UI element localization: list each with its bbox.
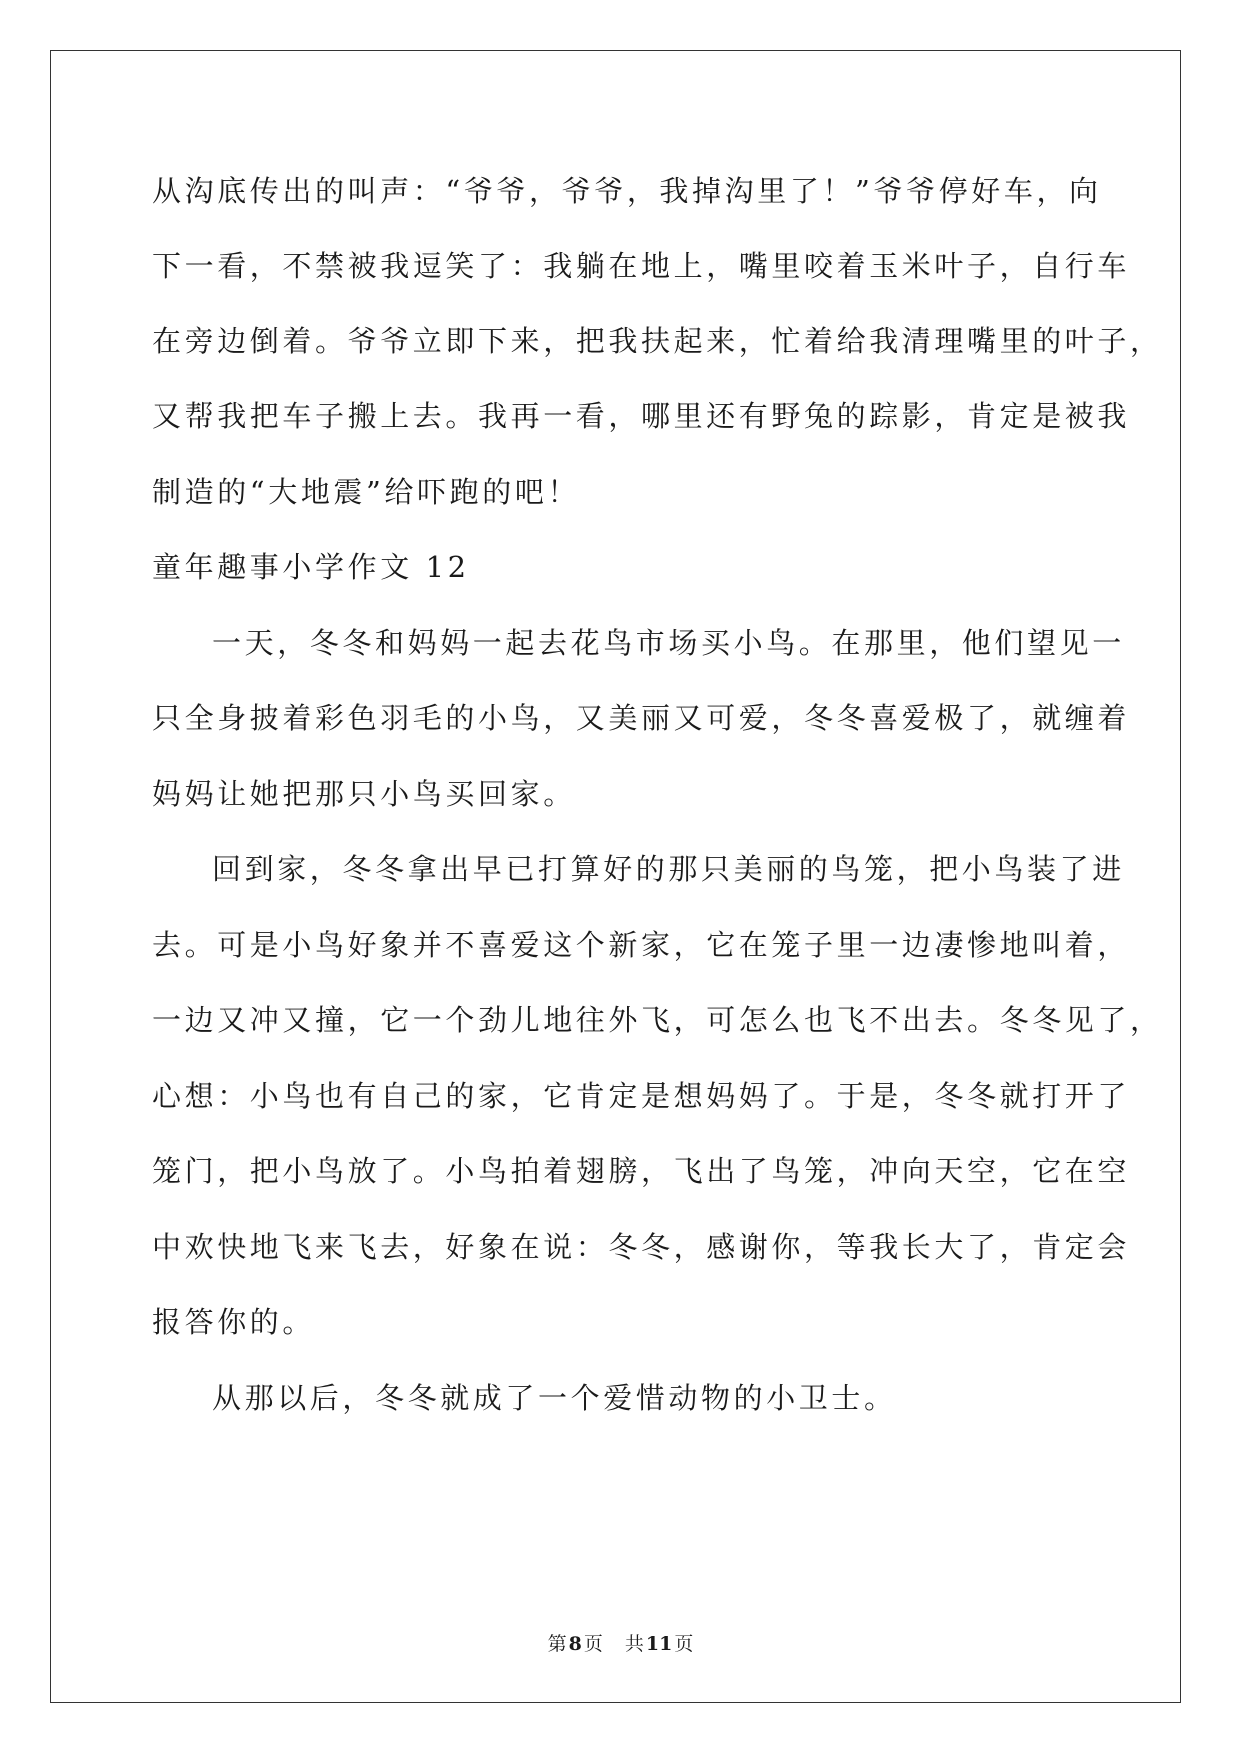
total-prefix: 共	[624, 1633, 644, 1655]
text-line: 下一看，不禁被我逗笑了：我躺在地上，嘴里咬着玉米叶子，自行车	[152, 249, 1131, 283]
text-line: 在旁边倒着。爷爷立即下来，把我扶起来，忙着给我清理嘴里的叶子，	[152, 324, 1163, 358]
page-suffix: 页	[583, 1633, 603, 1655]
text-line: 从沟底传出的叫声：“爷爷，爷爷，我掉沟里了！”爷爷停好车，向	[152, 174, 1102, 208]
paragraph-line: 从那以后，冬冬就成了一个爱惜动物的小卫士。	[212, 1381, 897, 1415]
page-prefix: 第	[547, 1633, 567, 1655]
paragraph-line: 心想：小鸟也有自己的家，它肯定是想妈妈了。于是，冬冬就打开了	[152, 1079, 1131, 1113]
paragraph-line: 报答你的。	[152, 1305, 316, 1339]
text-line: 又帮我把车子搬上去。我再一看，哪里还有野兔的踪影，肯定是被我	[152, 399, 1131, 433]
paragraph-line: 去。可是小鸟好象并不喜爱这个新家，它在笼子里一边凄惨地叫着，	[152, 928, 1131, 962]
paragraph-line: 只全身披着彩色羽毛的小鸟，又美丽又可爱，冬冬喜爱极了，就缠着	[152, 701, 1131, 735]
paragraph-line: 笼门，把小鸟放了。小鸟拍着翅膀，飞出了鸟笼，冲向天空，它在空	[152, 1154, 1131, 1188]
page-number: 8	[568, 1633, 582, 1655]
total-pages: 11	[645, 1633, 673, 1655]
page-footer	[0, 1632, 1241, 1656]
total-suffix: 页	[674, 1633, 694, 1655]
paragraph-line: 妈妈让她把那只小鸟买回家。	[152, 777, 576, 811]
paragraph-line: 一边又冲又撞，它一个劲儿地往外飞，可怎么也飞不出去。冬冬见了，	[152, 1003, 1163, 1037]
text-line: 制造的“大地震”给吓跑的吧！	[152, 475, 581, 509]
section-title: 童年趣事小学作文 12	[152, 550, 470, 584]
paragraph-line: 中欢快地飞来飞去，好象在说：冬冬，感谢你，等我长大了，肯定会	[152, 1230, 1131, 1264]
paragraph-line: 回到家，冬冬拿出早已打算好的那只美丽的鸟笼，把小鸟装了进	[212, 852, 1125, 886]
paragraph-line: 一天，冬冬和妈妈一起去花鸟市场买小鸟。在那里，他们望见一	[212, 626, 1125, 660]
